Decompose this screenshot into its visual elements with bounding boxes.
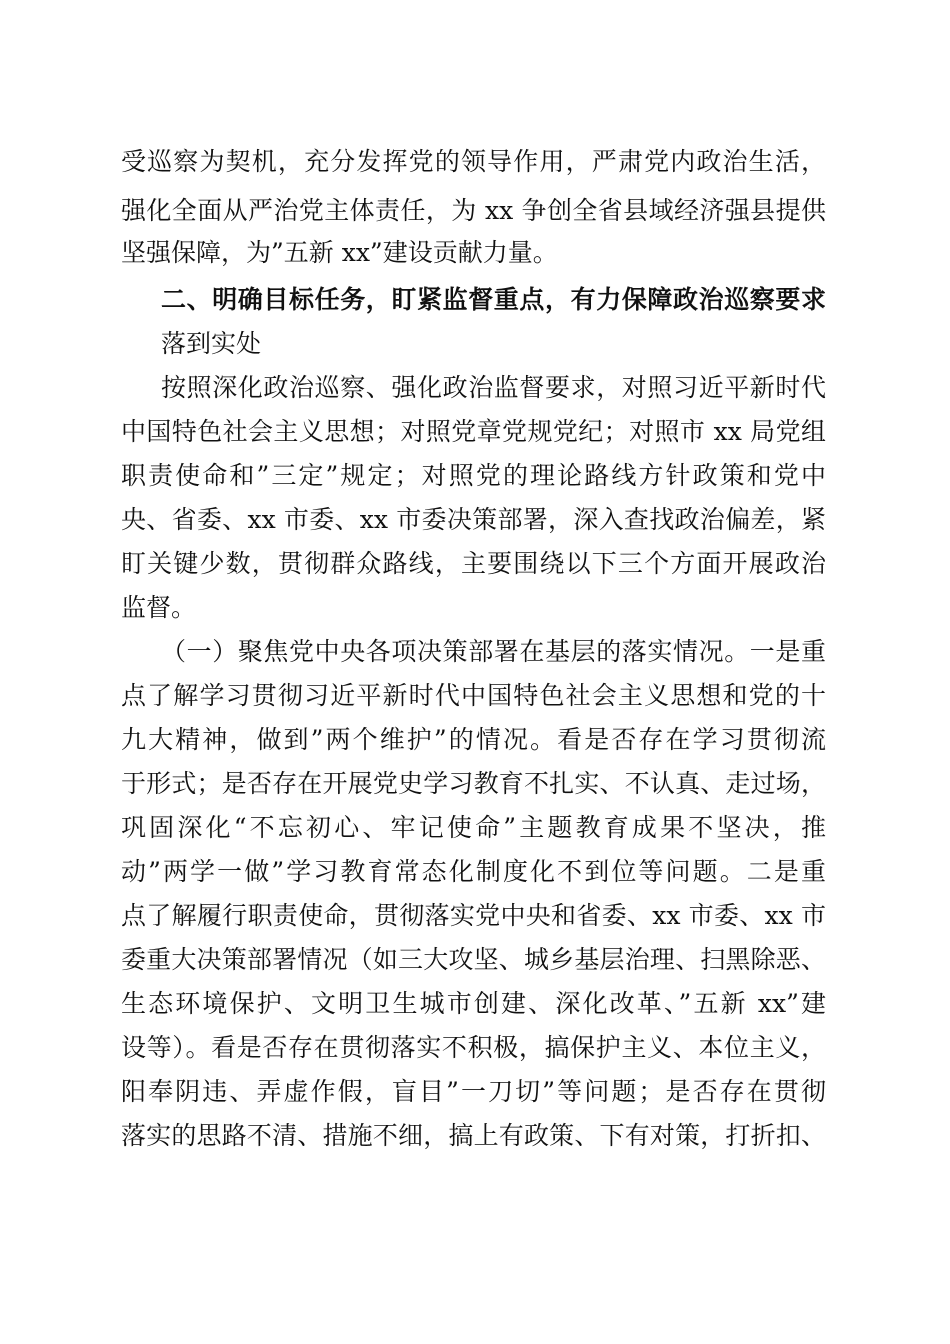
paragraph-line: 巩固深化“不忘初心、牢记使命”主题教育成果不坚决，推 <box>121 813 826 842</box>
paragraph-line: 强化全面从严治党主体责任，为 xx 争创全省县域经济强县提供 <box>121 196 826 225</box>
paragraph-line: 受巡察为契机，充分发挥党的领导作用，严肃党内政治生活， <box>121 147 826 176</box>
paragraph-line: 盯关键少数，贯彻群众路线，主要围绕以下三个方面开展政治 <box>121 549 826 578</box>
paragraph-line: 委重大决策部署情况（如三大攻坚、城乡基层治理、扫黑除恶、 <box>121 945 826 974</box>
paragraph-line: 央、省委、xx 市委、xx 市委决策部署，深入查找政治偏差，紧 <box>121 505 826 534</box>
section-heading-continuation: 落到实处 <box>161 329 262 358</box>
paragraph-line: 点了解履行职责使命，贯彻落实党中央和省委、xx 市委、xx 市 <box>121 901 826 930</box>
paragraph-line: 动”两学一做”学习教育常态化制度化不到位等问题。二是重 <box>121 857 826 886</box>
paragraph-line: 中国特色社会主义思想；对照党章党规党纪；对照市 xx 局党组 <box>121 417 826 446</box>
paragraph-line: 点了解学习贯彻习近平新时代中国特色社会主义思想和党的十 <box>121 681 826 710</box>
paragraph-line: 设等）。看是否存在贯彻落实不积极，搞保护主义、本位主义， <box>121 1033 826 1062</box>
paragraph-line: 监督。 <box>121 593 197 622</box>
section-heading: 二、明确目标任务，盯紧监督重点，有力保障政治巡察要求 <box>161 285 826 314</box>
paragraph-line: 阳奉阴违、弄虚作假，盲目”一刀切”等问题；是否存在贯彻 <box>121 1077 826 1106</box>
paragraph-line: 坚强保障，为”五新 xx”建设贡献力量。 <box>121 238 558 267</box>
paragraph-line: 职责使命和”三定”规定；对照党的理论路线方针政策和党中 <box>121 461 826 490</box>
subsection-lead-line: （一）聚焦党中央各项决策部署在基层的落实情况。一是重 <box>161 637 826 666</box>
paragraph-line: 落实的思路不清、措施不细，搞上有政策、下有对策，打折扣、 <box>121 1121 826 1150</box>
paragraph-line: 九大精神，做到”两个维护”的情况。看是否存在学习贯彻流 <box>121 725 826 754</box>
paragraph-line: 生态环境保护、文明卫生城市创建、深化改革、”五新 xx”建 <box>121 989 826 1018</box>
paragraph-line: 于形式；是否存在开展党史学习教育不扎实、不认真、走过场， <box>121 769 826 798</box>
paragraph-line: 按照深化政治巡察、强化政治监督要求，对照习近平新时代 <box>161 373 826 402</box>
